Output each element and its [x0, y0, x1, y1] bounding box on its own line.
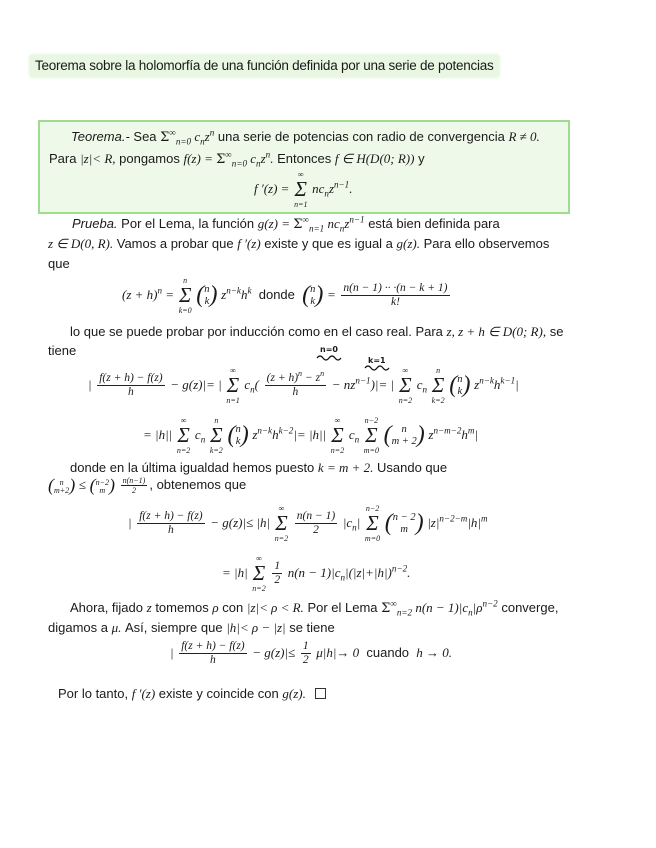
binomial-formula: $(z + h)^n$ = n Σ k=0 ( n k ) $z^{n-k}h^k$ donde ( n k ) = $\frac{n(n - 1) \cdot\cdot \cdot(n - k + 1)}{k!}$ — [122, 276, 448, 315]
text: Para ello observemos — [423, 236, 550, 251]
squiggle-mark — [316, 354, 342, 361]
handwritten-note-k1: k=1 — [368, 356, 386, 365]
text: y — [418, 151, 425, 166]
title-highlight — [30, 55, 499, 77]
proof-line-2: z ∈ D(0, R). Vamos a probar que f ′(z) existe y que es igual a g(z). Para ello observemos — [48, 236, 550, 251]
text: Sea — [133, 129, 157, 144]
text: donde — [258, 286, 295, 302]
text: obtenemos que — [156, 476, 247, 492]
text: tomemos — [155, 600, 209, 615]
page-title: Teorema sobre la holomorfía de una función definida por una serie de potencias — [35, 58, 494, 73]
conclusion-line: Por lo tanto, f ′(z) existe y coincide con g(z). — [58, 686, 326, 702]
text: cuando — [366, 644, 410, 660]
text: Usando que — [377, 460, 448, 475]
proof-label: Prueba. — [72, 216, 118, 231]
theorem-line-1: Teorema.- Sea $\Sigma^\infty_{n=0}$ $c_nz^n$ una serie de potencias con radio de convergencia R ≠ 0. — [71, 127, 540, 147]
text: Así, siempre que — [125, 620, 223, 635]
proof-line-8: Ahora, fijado z tomemos ρ con |z|< ρ < R. Por el Lema $\Sigma^\infty_{n=2}$ $n(n - 1)|c_n|\rho^{n-2}$ converge, — [70, 598, 559, 618]
proof-line-7: ( n m+2 ) ≤ ( n−2 m ) $\frac{n(n-1)}{2}$ , obtenemos que — [48, 475, 247, 496]
text: Para — [49, 151, 77, 166]
text: Por el Lema — [307, 600, 378, 615]
text: Ahora, fijado — [70, 600, 143, 615]
text: una serie de potencias con radio de convergencia — [217, 129, 505, 144]
theorem-box — [38, 120, 570, 214]
text: se tiene — [289, 620, 335, 635]
proof-line-5 — [48, 343, 76, 358]
proof-line-6: donde en la última igualdad hemos puesto k = m + 2. Usando que — [70, 460, 448, 475]
text: tiene — [48, 343, 77, 358]
proof-line-4: lo que se puede probar por inducción como en el caso real. Para z, z + h ∈ D(0; R), se — [70, 324, 564, 339]
text: que — [48, 256, 70, 271]
text: pongamos — [119, 151, 180, 166]
radius-condition: R ≠ 0. — [508, 129, 540, 144]
text: lo que se puede probar por inducción como en el caso real. Para — [70, 324, 443, 339]
proof-line-1: Prueba. Por el Lema, la función $g(z) = \Sigma^\infty_{n=1}$ $nc_nz^{n-1}$ está bien definida para — [72, 214, 500, 234]
text: Vamos a probar que — [116, 236, 234, 251]
equation-4: = |h| ∞ Σ n=2 $\frac{1}{2}$ $n(n - 1)|c_n|(|z|+|h|)^{n-2}$. — [222, 554, 411, 593]
text: Por lo tanto, — [58, 686, 129, 701]
text: existe y coincide con — [158, 686, 279, 701]
text: Entonces — [277, 151, 332, 166]
text: converge, — [501, 600, 559, 615]
proof-line-9: digamos a μ. Así, siempre que |h|< ρ − |z| se tiene — [48, 620, 335, 635]
text: existe y que es igual a — [264, 236, 393, 251]
text: Por el Lema, la función — [121, 216, 255, 231]
text: se — [549, 324, 564, 339]
theorem-formula: f ′(z) = ∞ Σ n=1 $nc_nz^{n-1}$. — [254, 170, 353, 209]
proof-line-3 — [48, 256, 70, 271]
handwritten-note-n0: n=0 — [320, 345, 338, 354]
text: con — [222, 600, 244, 615]
equation-3: | $\frac{f(z + h) - f(z)}{h}$ − g(z)|≤ |h| ∞ Σ n=2 $\frac{n(n - 1)}{2}$ $|c_n|$ n−2 Σ m=0 ( n − 2 m ) $|z|^{n-2-m}|h|^m$ — [128, 504, 488, 543]
equation-1: | $\frac{f(z + h) - f(z)}{h}$ − g(z)|= | ∞ Σ n=1 $c_n$( $\frac{(z + h)^n - z^n}{h}$ − $nz^{n-1})|=$ | ∞ Σ n=2 $c_n$ n Σ k=2 ( n k ) $z^{n-k}h^{k-1}|$ — [88, 366, 519, 405]
theorem-line-2: Para |z|< R, pongamos $f(z) = \Sigma^\infty_{n=0}$ $c_nz^n$. Entonces f ∈ H(D(0; R)) y — [49, 149, 425, 169]
theorem-label: Teorema.- — [71, 129, 130, 144]
text: digamos a — [48, 620, 108, 635]
equation-2: = |h|| ∞ Σ n=2 $c_n$ n Σ k=2 ( n k ) $z^{n-k}h^{k-2}|= |h||$ ∞ Σ n=2 $c_n$ n−2 Σ m=0 ( n m + 2 ) $z^{n-m-2}h^m|$ — [143, 416, 479, 455]
text: está bien definida para — [368, 216, 500, 231]
qed-square-icon — [315, 688, 326, 699]
text: donde en la última igualdad hemos puesto — [70, 460, 315, 475]
equation-5: | $\frac{f(z + h) - f(z)}{h}$ − g(z)|≤ $\frac{1}{2}$ μ|h|→ 0 cuando h → 0. — [170, 640, 453, 666]
